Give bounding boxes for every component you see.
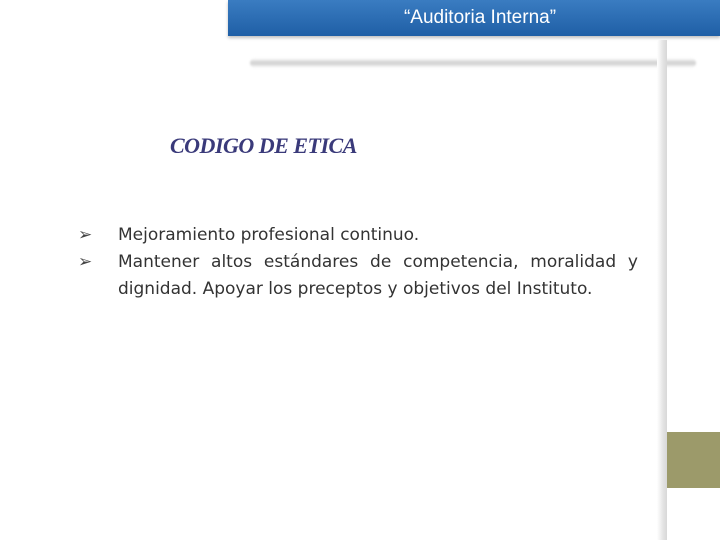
list-item <box>78 249 638 303</box>
decorative-accent-box <box>667 432 720 488</box>
header-bar <box>228 0 720 36</box>
decorative-side-shadow <box>657 40 667 540</box>
decorative-shadow-line <box>250 58 696 68</box>
bullet-text: Mantener altos estándares de competencia, moralidad y dignidad. Apoyar los preceptos y objetivos del Instituto. <box>118 252 638 299</box>
arrow-bullet-icon: ➢ <box>78 252 93 272</box>
bullet-list <box>78 222 638 303</box>
header-title: “Auditoria Interna” <box>403 7 557 28</box>
section-title: CODIGO DE ETICA <box>170 133 357 158</box>
arrow-bullet-icon: ➢ <box>78 225 93 245</box>
list-item <box>78 222 638 249</box>
bullet-text: Mejoramiento profesional continuo. <box>118 225 420 245</box>
